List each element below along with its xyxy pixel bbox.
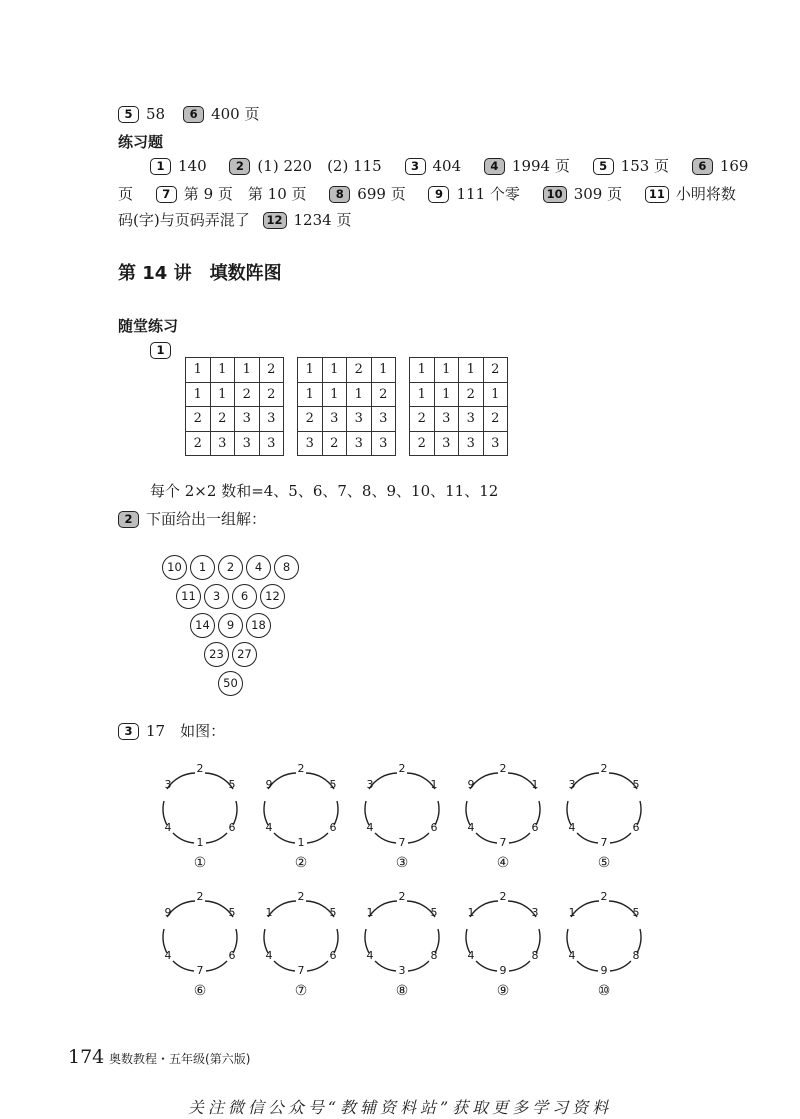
grid-cell: 3 xyxy=(259,407,284,432)
answer-text: 111 个零 xyxy=(456,185,520,203)
answer-text: 页 xyxy=(118,185,134,203)
grid-cell: 2 xyxy=(410,431,435,456)
ring-label: ③ xyxy=(395,855,409,871)
triangle-circle: 1 xyxy=(190,555,215,580)
ring-number: 6 xyxy=(430,821,438,834)
grid-cell: 2 xyxy=(347,358,372,383)
answer-text: 309 页 xyxy=(573,185,623,203)
page-footer xyxy=(68,1045,250,1071)
ring-number: 6 xyxy=(632,821,640,834)
question-number: 12 xyxy=(263,212,287,229)
triangle-circle: 3 xyxy=(204,584,229,609)
answer-text: 1234 页 xyxy=(293,211,352,229)
grid-cell: 1 xyxy=(322,358,347,383)
grid-cell: 3 xyxy=(298,431,323,456)
answer-text: 1994 页 xyxy=(511,157,570,175)
ring-number: 2 xyxy=(600,890,608,903)
ring-number: 4 xyxy=(164,821,172,834)
ring-number: 7 xyxy=(600,836,608,849)
ring-number: 3 xyxy=(366,778,374,791)
question-number: 9 xyxy=(428,186,449,203)
ring-number: 4 xyxy=(366,821,374,834)
grid-row xyxy=(186,407,284,432)
ring-label: ① xyxy=(193,855,207,871)
grid-row xyxy=(186,431,284,456)
ring-number: 5 xyxy=(329,906,337,919)
answer-text: 第 9 页 第 10 页 xyxy=(183,185,307,203)
ring-number: 7 xyxy=(499,836,507,849)
ring-diagram xyxy=(160,890,240,999)
question-number: 10 xyxy=(543,186,567,203)
grid-cell: 3 xyxy=(371,431,396,456)
answer-text: 140 xyxy=(178,157,207,175)
ring-number: 1 xyxy=(467,906,475,919)
triangle-circle: 27 xyxy=(232,642,257,667)
grid-cell: 1 xyxy=(210,358,235,383)
grid-cell: 3 xyxy=(483,431,508,456)
grid-cell: 1 xyxy=(371,358,396,383)
exercise-heading: 练习题 xyxy=(118,133,164,151)
grid-cell: 1 xyxy=(210,382,235,407)
ring-label: ⑦ xyxy=(294,983,308,999)
ring-number: 1 xyxy=(430,778,438,791)
grid-row xyxy=(186,382,284,407)
ring-number: 7 xyxy=(398,836,406,849)
ring-number: 9 xyxy=(164,906,172,919)
ring-number: 3 xyxy=(398,964,406,977)
question-number: 11 xyxy=(645,186,669,203)
grid-row xyxy=(186,358,284,383)
page-number: 174 xyxy=(68,1046,105,1068)
ring-number: 4 xyxy=(265,821,273,834)
grid-cell: 3 xyxy=(434,407,459,432)
answer-text: 699 页 xyxy=(357,185,406,203)
question-number: 6 xyxy=(183,106,204,123)
grid-row xyxy=(298,407,396,432)
grid-row xyxy=(410,431,508,456)
ring-number: 3 xyxy=(531,906,539,919)
ring-number: 5 xyxy=(329,778,337,791)
grid-row xyxy=(410,382,508,407)
grid-cell: 1 xyxy=(298,358,323,383)
ring-number: 2 xyxy=(297,762,305,775)
number-grid-3 xyxy=(409,357,508,456)
ring-number: 5 xyxy=(632,906,640,919)
ring-diagram xyxy=(362,762,442,871)
exercise-line-3 xyxy=(118,210,351,230)
promo-banner: 关注微信公众号“教辅资料站”获取更多学习资料 xyxy=(187,1098,613,1117)
grid-cell: 1 xyxy=(347,382,372,407)
ring-number: 1 xyxy=(568,906,576,919)
ring-number: 4 xyxy=(568,949,576,962)
number-grid-2 xyxy=(297,357,396,456)
question-number: 2 xyxy=(118,511,139,528)
q2-line xyxy=(118,509,266,529)
triangle-circle: 18 xyxy=(246,613,271,638)
question-number: 3 xyxy=(405,158,426,175)
ring-label: ④ xyxy=(496,855,510,871)
triangle-circle: 10 xyxy=(162,555,187,580)
ring-diagram xyxy=(261,890,341,999)
answer-text: 58 xyxy=(146,105,166,123)
ring-number: 5 xyxy=(228,906,236,919)
grid-cell: 3 xyxy=(235,407,260,432)
q1-note: 每个 2×2 数和=4、5、6、7、8、9、10、11、12 xyxy=(150,482,499,500)
grid-cell: 2 xyxy=(483,358,508,383)
grid-cell: 1 xyxy=(483,382,508,407)
lecture-title: 第 14 讲 填数阵图 xyxy=(118,263,282,284)
grid-cell: 1 xyxy=(235,358,260,383)
question-number: 1 xyxy=(150,158,171,175)
grid-cell: 1 xyxy=(186,382,211,407)
ring-diagram xyxy=(463,762,543,871)
ring-number: 3 xyxy=(164,778,172,791)
ring-label: ⑤ xyxy=(597,855,611,871)
ring-number: 9 xyxy=(499,964,507,977)
question-number: 2 xyxy=(229,158,250,175)
ring-diagram xyxy=(261,762,341,871)
grid-cell: 3 xyxy=(459,407,484,432)
grid-cell: 2 xyxy=(483,407,508,432)
triangle-circle: 11 xyxy=(176,584,201,609)
question-number: 6 xyxy=(692,158,713,175)
ring-number: 6 xyxy=(228,821,236,834)
grid-cell: 2 xyxy=(235,382,260,407)
grid-cell: 3 xyxy=(210,431,235,456)
ring-number: 4 xyxy=(265,949,273,962)
answer-line-top xyxy=(118,104,260,124)
question-number: 8 xyxy=(329,186,350,203)
grid-cell: 3 xyxy=(347,431,372,456)
ring-number: 1 xyxy=(196,836,204,849)
question-number: 1 xyxy=(150,342,171,359)
grid-cell: 2 xyxy=(459,382,484,407)
grid-cell: 3 xyxy=(347,407,372,432)
ring-number: 2 xyxy=(196,890,204,903)
answer-text: 404 xyxy=(432,157,462,175)
exercise-line-2 xyxy=(118,184,736,204)
grid-cell: 3 xyxy=(322,407,347,432)
ring-diagram xyxy=(564,762,644,871)
ring-number: 2 xyxy=(398,890,406,903)
ring-number: 6 xyxy=(228,949,236,962)
ring-number: 7 xyxy=(297,964,305,977)
ring-number: 9 xyxy=(265,778,273,791)
triangle-circle: 9 xyxy=(218,613,243,638)
question-number: 5 xyxy=(118,106,139,123)
ring-number: 3 xyxy=(568,778,576,791)
ring-number: 9 xyxy=(467,778,475,791)
q3-line xyxy=(118,721,225,741)
grid-row xyxy=(298,382,396,407)
grid-cell: 3 xyxy=(235,431,260,456)
ring-number: 2 xyxy=(600,762,608,775)
ring-number: 4 xyxy=(467,949,475,962)
ring-number: 4 xyxy=(467,821,475,834)
ring-diagram xyxy=(463,890,543,999)
ring-number: 9 xyxy=(600,964,608,977)
grid-cell: 2 xyxy=(210,407,235,432)
question-number: 7 xyxy=(156,186,177,203)
grid-cell: 1 xyxy=(410,358,435,383)
book-title: 奥数教程・五年级(第六版) xyxy=(109,1052,251,1066)
grid-cell: 2 xyxy=(186,407,211,432)
exercise-line-1 xyxy=(150,156,748,176)
grid-cell: 2 xyxy=(322,431,347,456)
ring-number: 7 xyxy=(196,964,204,977)
grid-cell: 2 xyxy=(371,382,396,407)
ring-number: 2 xyxy=(196,762,204,775)
question-number: 3 xyxy=(118,723,139,740)
grid-cell: 1 xyxy=(410,382,435,407)
answer-text: 小明将数 xyxy=(675,185,736,203)
ring-number: 5 xyxy=(430,906,438,919)
ring-label: ⑧ xyxy=(395,983,409,999)
ring-number: 6 xyxy=(329,949,337,962)
triangle-circle: 4 xyxy=(246,555,271,580)
grid-cell: 3 xyxy=(459,431,484,456)
grid-row xyxy=(410,407,508,432)
practice-heading: 随堂练习 xyxy=(118,317,179,335)
grid-cell: 1 xyxy=(434,382,459,407)
grid-cell: 1 xyxy=(322,382,347,407)
ring-number: 4 xyxy=(164,949,172,962)
grid-cell: 2 xyxy=(410,407,435,432)
ring-number: 4 xyxy=(366,949,374,962)
ring-number: 8 xyxy=(430,949,438,962)
ring-number: 1 xyxy=(265,906,273,919)
number-grid-1 xyxy=(185,357,284,456)
ring-number: 5 xyxy=(228,778,236,791)
ring-number: 8 xyxy=(531,949,539,962)
triangle-circle: 50 xyxy=(218,671,243,696)
ring-diagram xyxy=(564,890,644,999)
grid-cell: 1 xyxy=(434,358,459,383)
answer-text: 码(字)与页码弄混了 xyxy=(118,211,250,229)
triangle-circle: 14 xyxy=(190,613,215,638)
grid-cell: 2 xyxy=(259,382,284,407)
answer-text: 153 页 xyxy=(620,157,670,175)
ring-diagram xyxy=(362,890,442,999)
grid-row xyxy=(298,431,396,456)
ring-number: 2 xyxy=(499,762,507,775)
grid-cell: 1 xyxy=(186,358,211,383)
question-number: 5 xyxy=(593,158,614,175)
ring-number: 4 xyxy=(568,821,576,834)
ring-label: ⑩ xyxy=(597,983,611,999)
ring-number: 2 xyxy=(297,890,305,903)
grid-cell: 1 xyxy=(459,358,484,383)
triangle-circle: 23 xyxy=(204,642,229,667)
grid-cell: 3 xyxy=(259,431,284,456)
grid-row xyxy=(410,358,508,383)
ring-number: 1 xyxy=(366,906,374,919)
answer-text: (1) 220 (2) 115 xyxy=(257,157,382,175)
ring-label: ⑥ xyxy=(193,983,207,999)
answer-text: 169 xyxy=(719,157,749,175)
grid-cell: 2 xyxy=(298,407,323,432)
ring-number: 1 xyxy=(531,778,539,791)
grid-cell: 2 xyxy=(186,431,211,456)
ring-number: 1 xyxy=(297,836,305,849)
grid-row xyxy=(298,358,396,383)
question-number: 4 xyxy=(484,158,505,175)
grid-cell: 3 xyxy=(371,407,396,432)
triangle-circle: 8 xyxy=(274,555,299,580)
ring-label: ⑨ xyxy=(496,983,510,999)
triangle-circle: 2 xyxy=(218,555,243,580)
q1-label xyxy=(150,340,178,360)
ring-number: 5 xyxy=(632,778,640,791)
grid-cell: 1 xyxy=(298,382,323,407)
grid-cell: 3 xyxy=(434,431,459,456)
ring-number: 8 xyxy=(632,949,640,962)
triangle-circle: 6 xyxy=(232,584,257,609)
ring-number: 6 xyxy=(329,821,337,834)
grid-cell: 2 xyxy=(259,358,284,383)
q2-text: 下面给出一组解： xyxy=(146,510,267,528)
answer-text: 400 页 xyxy=(211,105,260,123)
triangle-circle: 12 xyxy=(260,584,285,609)
ring-number: 2 xyxy=(499,890,507,903)
ring-number: 6 xyxy=(531,821,539,834)
q3-text: 17 如图： xyxy=(146,722,226,740)
ring-diagram xyxy=(160,762,240,871)
ring-number: 2 xyxy=(398,762,406,775)
ring-label: ② xyxy=(294,855,308,871)
